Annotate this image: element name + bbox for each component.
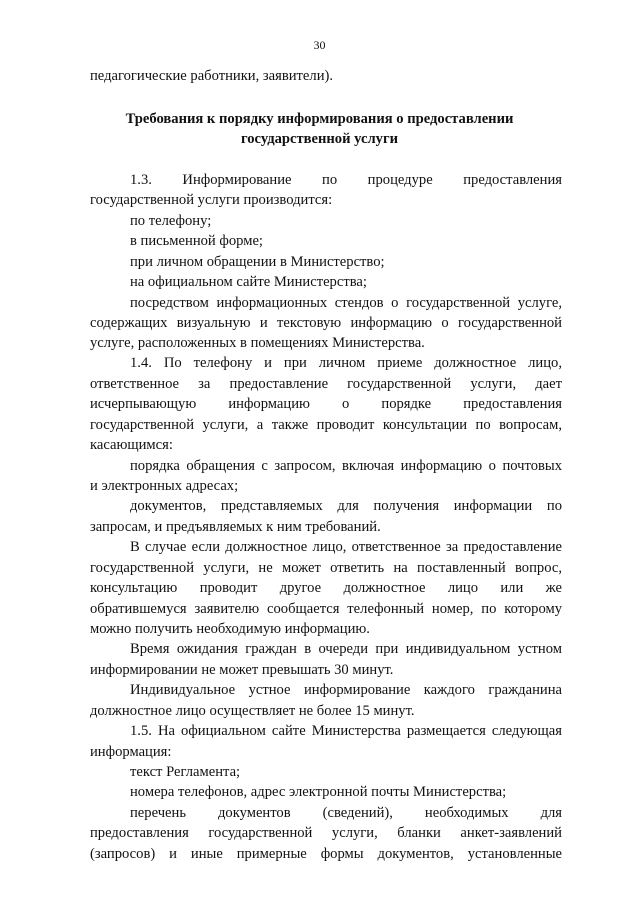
text-line: 1.5. На официальном сайте Министерства размещается следующая — [130, 723, 562, 739]
text-line: касающимся: — [90, 437, 173, 453]
list-item: в письменной форме; — [130, 233, 263, 249]
text-line: (запросов) и иные примерные формы документов, установленные — [90, 846, 562, 862]
text-line: В случае если должностное лицо, ответственное за предоставление — [130, 539, 562, 555]
text-line: 1.4. По телефону и при личном приеме должностное лицо, — [130, 355, 562, 371]
section-heading-line-1: Требования к порядку информирования о предоставлении — [125, 111, 514, 127]
list-item: номера телефонов, адрес электронной почты Министерства; — [130, 784, 507, 800]
text-line: Индивидуальное устное информирование каждого гражданина — [130, 682, 562, 698]
list-item: документов, представляемых для получения информации по — [130, 498, 562, 514]
list-item: текст Регламента; — [130, 764, 241, 780]
text-line: государственной услуги производится: — [90, 192, 333, 208]
text-line: государственной услуги, не может ответить на поставленный вопрос, — [90, 560, 562, 576]
text-line: содержащих визуальную и текстовую информацию о государственной — [90, 315, 562, 331]
list-item: порядка обращения с запросом, включая информацию о почтовых — [130, 458, 562, 474]
text-line: консультацию проводит другое должностное лицо или же — [90, 580, 562, 596]
text-line: государственной услуги, а также проводит консультации по вопросам, — [90, 417, 562, 433]
list-item: посредством информационных стендов о государственной услуге, — [130, 295, 562, 311]
text-line: Время ожидания граждан в очереди при индивидуальном устном — [130, 641, 562, 657]
list-item: при личном обращении в Министерство; — [130, 254, 385, 270]
text-line: информация: — [90, 744, 172, 760]
section-heading-line-2: государственной услуги — [240, 131, 399, 147]
page-number: 30 — [313, 38, 326, 52]
text-line: и электронных адресах; — [90, 478, 239, 494]
text-line: можно получить необходимую информацию. — [90, 621, 370, 637]
text-line: исчерпывающую информацию о порядке предоставления — [90, 396, 562, 412]
text-line: запросам, и предъявляемых к ним требований. — [90, 519, 381, 535]
list-item: по телефону; — [130, 213, 212, 229]
text-line: педагогические работники, заявители). — [90, 68, 334, 84]
text-line: предоставления государственной услуги, бланки анкет-заявлений — [90, 825, 562, 841]
text-line: услуге, расположенных в помещениях Министерства. — [90, 335, 425, 351]
text-line: обратившемуся заявителю сообщается телефонный номер, по которому — [90, 601, 562, 617]
list-item: перечень документов (сведений), необходимых для — [130, 805, 562, 821]
text-line: 1.3. Информирование по процедуре предоставления — [130, 172, 562, 188]
text-line: должностное лицо осуществляет не более 15 минут. — [90, 703, 415, 719]
text-line: информировании не может превышать 30 минут. — [90, 662, 394, 678]
text-line: ответственное за предоставление государственной услуги, дает — [90, 376, 562, 392]
list-item: на официальном сайте Министерства; — [130, 274, 367, 290]
